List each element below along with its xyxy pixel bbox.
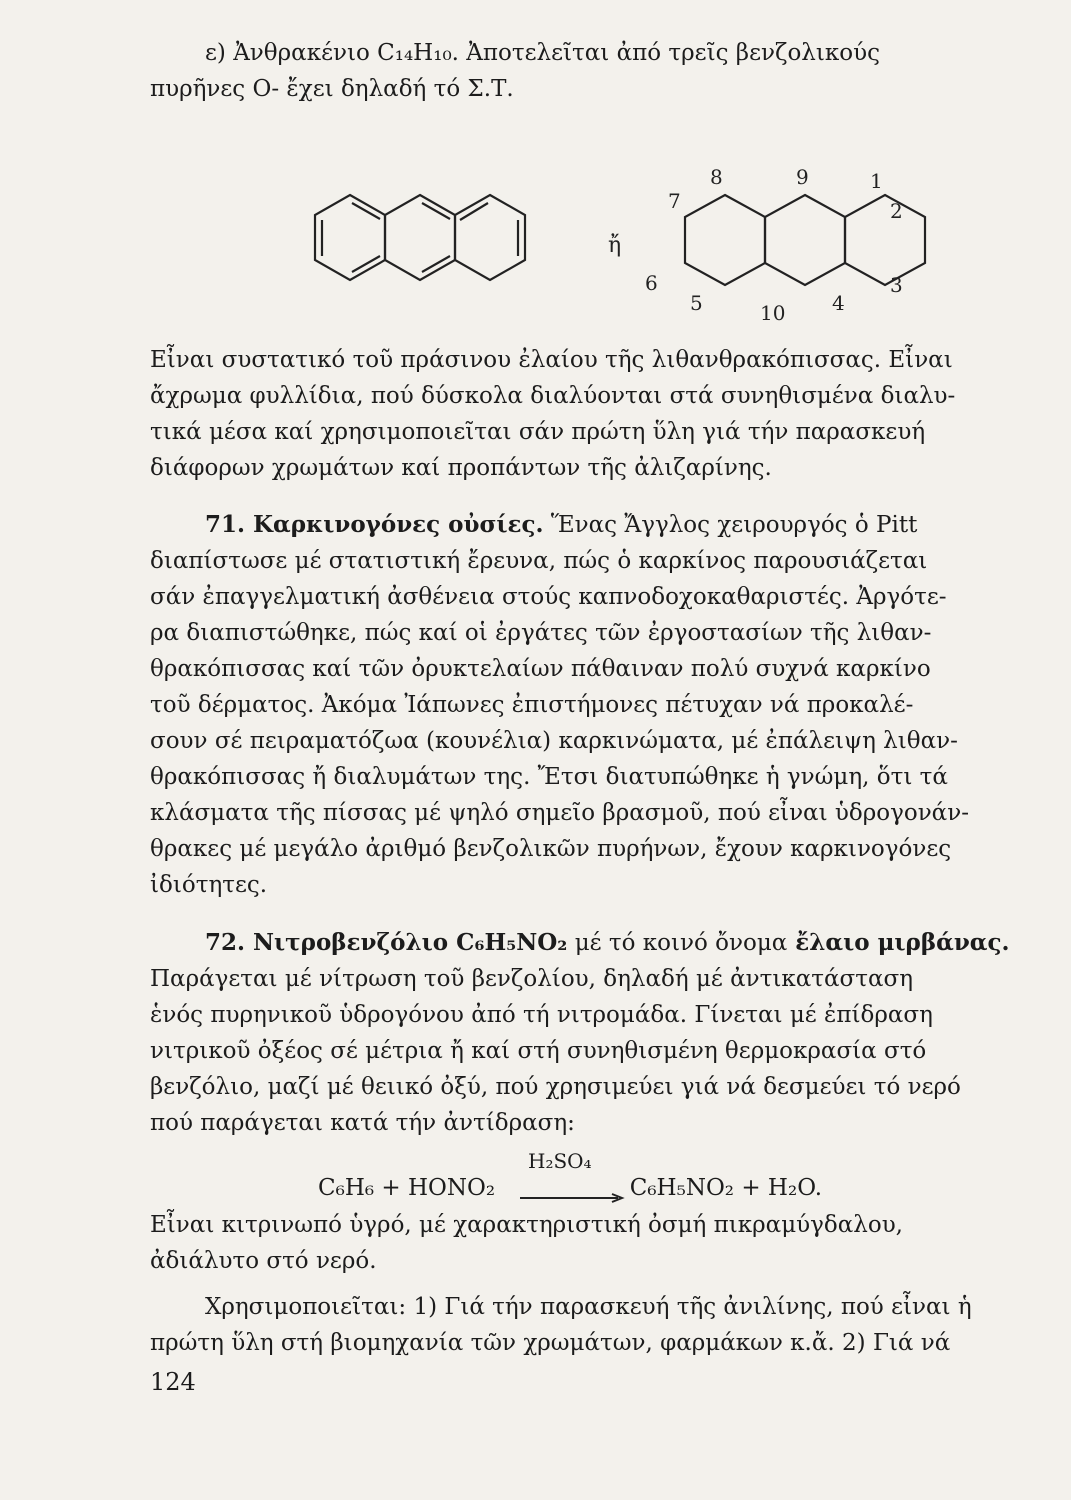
section-71-line-5: τοῦ δέρματος. Ἀκόμα Ἰάπωνες ἐπιστήμονες πέτυχαν νά προκαλέ- <box>150 692 914 718</box>
green-oil-line-3: τικά μέσα καί χρησιμοποιεῖται σάν πρώτη ὕλη γιά τήν παρασκευή <box>150 419 926 445</box>
section-71-line-10: ἰδιότητες. <box>150 872 268 898</box>
equation-catalyst: H₂SO₄ <box>528 1149 592 1173</box>
section-72-first-line <box>205 928 1010 958</box>
green-oil-line-2: ἄχρωμα φυλλίδια, πού δύσκολα διαλύονται στά συνηθισμένα διαλυ- <box>150 383 956 409</box>
anthracene-line-2: πυρῆνες Ο- ἔχει δηλαδή τό Σ.Τ. <box>150 76 514 102</box>
section-72-heading: 72. Νιτροβενζόλιο C₆H₅NO₂ <box>205 929 568 956</box>
section-72-uses-line-0: Χρησιμοποιεῖται: 1) Γιά τήν παρασκευή τῆς ἀνιλίνης, πού εἶναι ἡ <box>205 1294 972 1320</box>
section-72-line-3: βενζόλιο, μαζί μέ θειικό ὀξύ, πού χρησιμεύει γιά νά δεσμεύει τό νερό <box>150 1074 961 1100</box>
anthracene-structure <box>290 160 930 335</box>
section-71-line-8: κλάσματα τῆς πίσσας μέ ψηλό σημεῖο βρασμοῦ, πού εἶναι ὑδρογονάν- <box>150 800 969 826</box>
section-72-heading-rest: μέ τό κοινό ὄνομα <box>567 930 788 956</box>
section-71-line-2: σάν ἐπαγγελματική ἀσθένεια στούς καπνοδοχοκαθαριστές. Ἀργότε- <box>150 584 947 610</box>
section-71-line-7: θρακόπισσας ἤ διαλυμάτων της. Ἔτσι διατυπώθηκε ἡ γνώμη, ὅτι τά <box>150 764 948 790</box>
section-72-line-0: Παράγεται μέ νίτρωση τοῦ βενζολίου, δηλαδή μέ ἀντικατάσταση <box>150 966 913 992</box>
green-oil-line-1: Εἶναι συστατικό τοῦ πράσινου ἐλαίου τῆς λιθανθρακόπισσας. Εἶναι <box>150 347 953 373</box>
section-72-line-1: ἑνός πυρηνικοῦ ὑδρογόνου ἀπό τή νιτρομάδα. Γίνεται μέ ἐπίδραση <box>150 1002 933 1028</box>
section-71-first-line <box>205 510 1010 540</box>
position-7: 7 <box>668 189 681 213</box>
section-72-line-4: πού παράγεται κατά τήν ἀντίδραση: <box>150 1110 575 1136</box>
section-71-line-4: θρακόπισσας καί τῶν ὀρυκτελαίων πάθαιναν πολύ συχνά καρκίνο <box>150 656 931 682</box>
section-71-line-9: θρακες μέ μεγάλο ἀριθμό βενζολικῶν πυρήνων, ἔχουν καρκινογόνες <box>150 836 952 862</box>
equation-reactants: C₆H₆ + HONO₂ <box>318 1175 496 1201</box>
position-9: 9 <box>796 165 809 189</box>
position-10: 10 <box>760 301 786 325</box>
page-number: 124 <box>150 1368 196 1396</box>
equation-products: C₆H₅NO₂ + H₂O. <box>629 1175 823 1201</box>
position-4: 4 <box>832 291 845 315</box>
anthracene-structural-formula <box>290 160 930 335</box>
section-71-line-6: σουν σέ πειραματόζωα (κουνέλια) καρκινώματα, μέ ἐπάλειψη λιθαν- <box>150 728 958 754</box>
section-72-uses-line-1: πρώτη ὕλη στή βιομηχανία τῶν χρωμάτων, φαρμάκων κ.ἄ. 2) Γιά νά <box>150 1330 951 1356</box>
or-label: ἤ <box>608 233 622 258</box>
section-71-line-1: διαπίστωσε μέ στατιστική ἔρευνα, πώς ὁ καρκίνος παρουσιάζεται <box>150 548 928 574</box>
position-6: 6 <box>645 271 658 295</box>
section-72-after-line-1: ἀδιάλυτο στό νερό. <box>150 1248 377 1274</box>
section-71-line-3: ρα διαπιστώθηκε, πώς καί οἱ ἐργάτες τῶν ἐργοστασίων τῆς λιθαν- <box>150 620 932 646</box>
position-2: 2 <box>890 199 903 223</box>
position-3: 3 <box>890 273 903 297</box>
position-8: 8 <box>710 165 723 189</box>
anthracene-line-1: ε) Ἀνθρακένιο C₁₄H₁₀. Ἀποτελεῖται ἀπό τρεῖς βενζολικούς <box>205 40 880 66</box>
section-72-line-2: νιτρικοῦ ὀξέος σέ μέτρια ἤ καί στή συνηθισμένη θερμοκρασία στό <box>150 1038 927 1064</box>
section-71-line-0: Ἕνας Ἄγγλος χειρουργός ὁ Pitt <box>550 512 918 538</box>
reaction-arrow-icon <box>518 1193 628 1203</box>
section-71-heading: 71. Καρκινογόνες οὐσίες. <box>205 511 544 538</box>
nitration-equation <box>318 1149 823 1201</box>
position-1: 1 <box>870 169 883 193</box>
section-72-after-line-0: Εἶναι κιτρινωπό ὑγρό, μέ χαρακτηριστική ὀσμή πικραμύγδαλου, <box>150 1212 903 1238</box>
green-oil-line-4: διάφορων χρωμάτων καί προπάντων τῆς ἀλιζαρίνης. <box>150 455 772 481</box>
section-72-common-name: ἔλαιο μιρβάνας. <box>787 929 1010 956</box>
position-5: 5 <box>690 291 703 315</box>
